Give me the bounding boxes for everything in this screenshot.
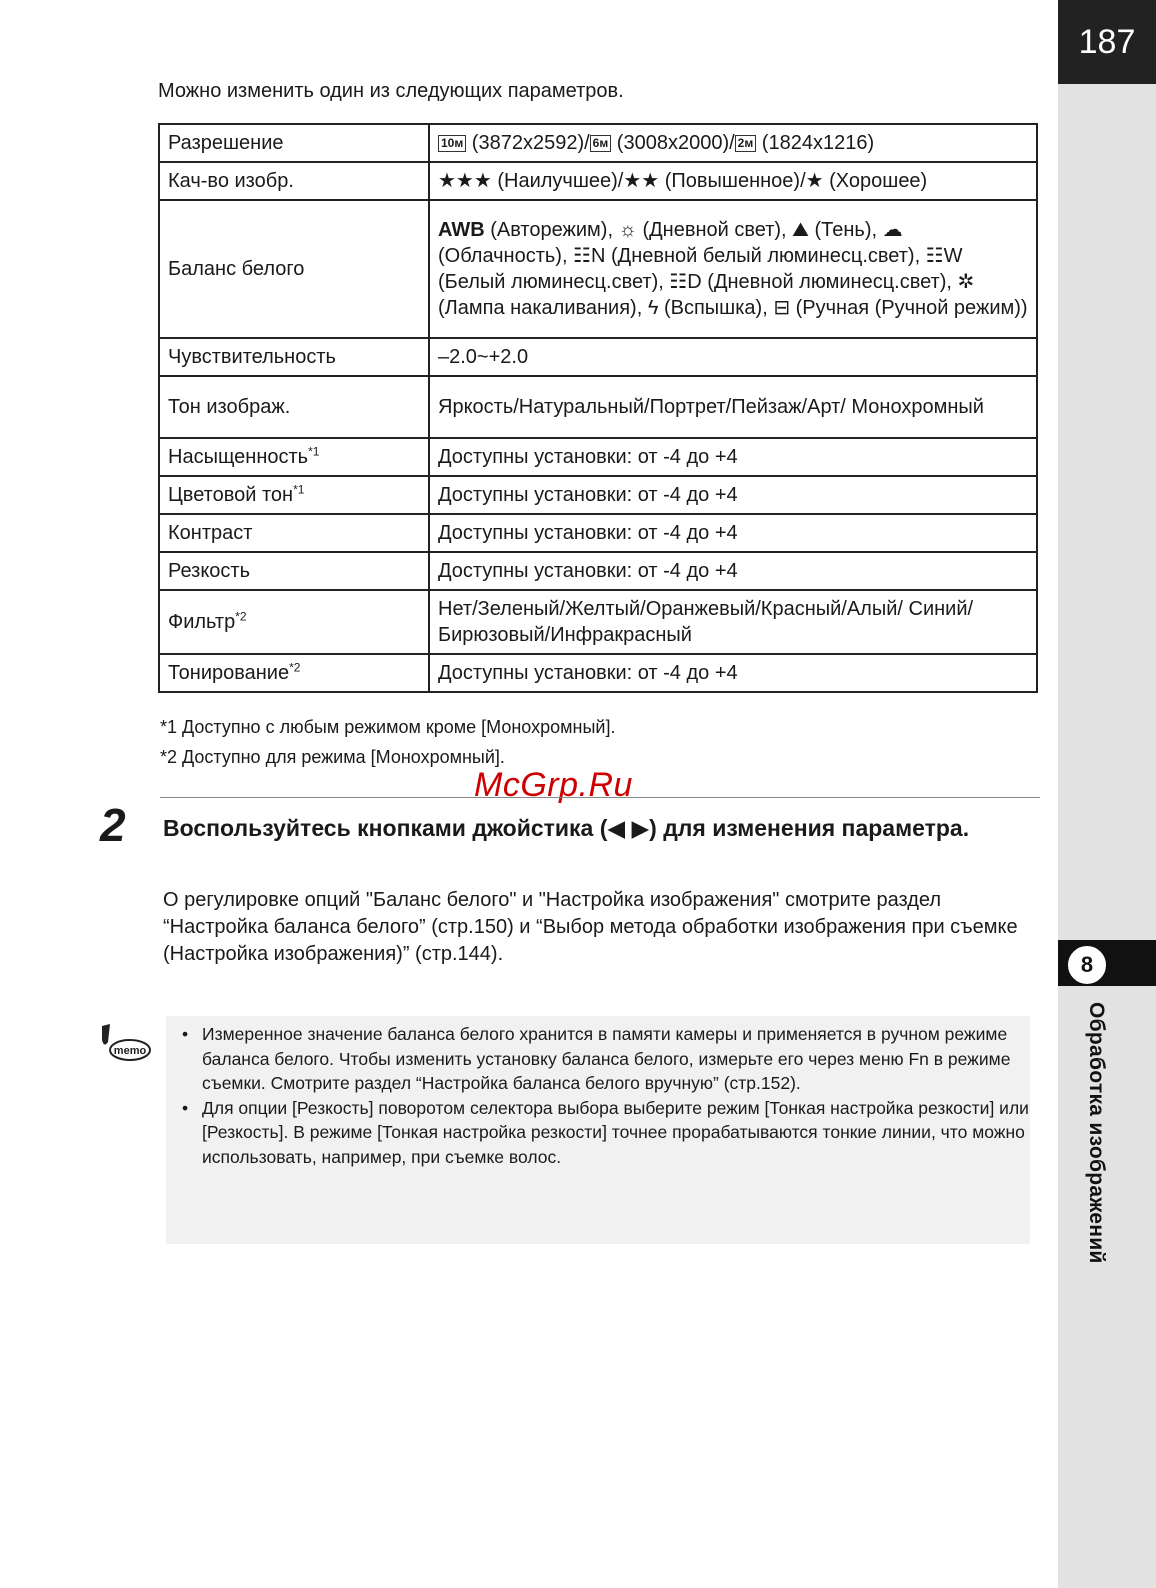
- intro-text: Можно изменить один из следующих параметров.: [158, 80, 624, 102]
- table-row: [159, 590, 1037, 654]
- row-name: Резкость: [159, 552, 429, 590]
- row-value: Доступны установки: от -4 до +4: [429, 654, 1037, 692]
- chapter-number: 8: [1068, 946, 1106, 984]
- memo-item: • Для опции [Резкость] поворотом селектора выбора выберите режим [Тонкая настройка резкости] или [Резкость]. В режиме [Тонкая настройка резкости] точнее прорабатываются тонкие линии, что можно использовать, например, при съемке волос.: [180, 1096, 1030, 1170]
- chapter-title: Обработка изображений: [1085, 1002, 1108, 1264]
- row-value: Доступны установки: от -4 до +4: [429, 552, 1037, 590]
- step-body: О регулировке опций "Баланс белого" и "Настройка изображения" смотрите раздел “Настройка баланса белого” (стр.150) и “Выбор метода обработки изображения при съемке (Настройка изображения)” (стр.144).: [163, 889, 1018, 965]
- table-row: [159, 438, 1037, 476]
- table-row: [159, 654, 1037, 692]
- footnote-ref: *1: [308, 444, 320, 459]
- row-name: Фильтр$^{*2}$: [159, 590, 429, 654]
- step-number: 2: [100, 799, 126, 851]
- table-row: [159, 200, 1037, 338]
- row-value: Доступны установки: от -4 до +4: [429, 514, 1037, 552]
- page-number: 187: [1058, 0, 1156, 84]
- table-row: [159, 552, 1037, 590]
- memo-icon: [96, 1020, 152, 1064]
- side-strip: [1058, 0, 1156, 1588]
- resolution-badge: 10м: [438, 135, 466, 152]
- resolution-badge: 2м: [735, 135, 757, 152]
- footnote-ref: *1: [293, 482, 305, 497]
- row-value: Нет/Зеленый/Желтый/Оранжевый/Красный/Алый/ Синий/Бирюзовый/Инфракрасный: [429, 590, 1037, 654]
- row-value: AWB (Авторежим), ☼ (Дневной свет), ⛰ (Тень), ☁ (Облачность), ☷N (Дневной белый люминесц.свет), ☷W (Белый люминесц.свет), ☷D (Дневной люминесц.свет), ✲ (Лампа накаливания), ϟ (Вспышка), ⊟ (Ручная (Ручной режим)): [429, 200, 1037, 338]
- row-name: Чувствительность: [159, 338, 429, 376]
- awb-label: AWB: [438, 219, 485, 241]
- step-title: Воспользуйтесь кнопками джойстика (◀ ▶) для изменения параметра.: [163, 815, 970, 841]
- row-value: ★★★ (Наилучшее)/★★ (Повышенное)/★ (Хорошее): [429, 162, 1037, 200]
- watermark: McGrp.Ru: [474, 766, 633, 804]
- footnote-ref: *2: [289, 660, 301, 675]
- row-value: Доступны установки: от -4 до +4: [429, 438, 1037, 476]
- resolution-badge: 6м: [590, 135, 612, 152]
- table-row: [159, 124, 1037, 162]
- row-name: Разрешение: [159, 124, 429, 162]
- row-value: 10м (3872x2592)/ 6м (3008x2000)/ 2м (1824x1216): [429, 124, 1037, 162]
- row-name: Тонирование$^{*2}$: [159, 654, 429, 692]
- row-name: Кач-во изобр.: [159, 162, 429, 200]
- table-row: [159, 376, 1037, 438]
- footnotes: [160, 712, 615, 772]
- row-value: Яркость/Натуральный/Портрет/Пейзаж/Арт/ Монохромный: [429, 376, 1037, 438]
- parameters-table: [158, 123, 1038, 693]
- table-row: [159, 476, 1037, 514]
- table-row: [159, 514, 1037, 552]
- row-name: Насыщенность$^{*1}$: [159, 438, 429, 476]
- memo-item: • Измеренное значение баланса белого хранится в памяти камеры и применяется в ручном режиме баланса белого. Чтобы изменить установку баланса белого, измерьте его через меню Fn в режиме съемки. Смотрите раздел “Настройка баланса белого вручную” (стр.152).: [180, 1022, 1030, 1096]
- row-name: Тон изображ.: [159, 376, 429, 438]
- row-name: Контраст: [159, 514, 429, 552]
- table-row: [159, 162, 1037, 200]
- footnote-2: *2 Доступно для режима [Монохромный].: [160, 747, 505, 767]
- row-value: –2.0~+2.0: [429, 338, 1037, 376]
- row-value: Доступны установки: от -4 до +4: [429, 476, 1037, 514]
- row-name: Цветовой тон$^{*1}$: [159, 476, 429, 514]
- footnote-ref: *2: [235, 609, 247, 624]
- divider: [160, 797, 1040, 798]
- row-name: Баланс белого: [159, 200, 429, 338]
- table-row: [159, 338, 1037, 376]
- memo-list: [180, 1022, 1030, 1169]
- svg-text:memo: memo: [113, 1045, 147, 1057]
- footnote-1: *1 Доступно с любым режимом кроме [Монохромный].: [160, 717, 616, 737]
